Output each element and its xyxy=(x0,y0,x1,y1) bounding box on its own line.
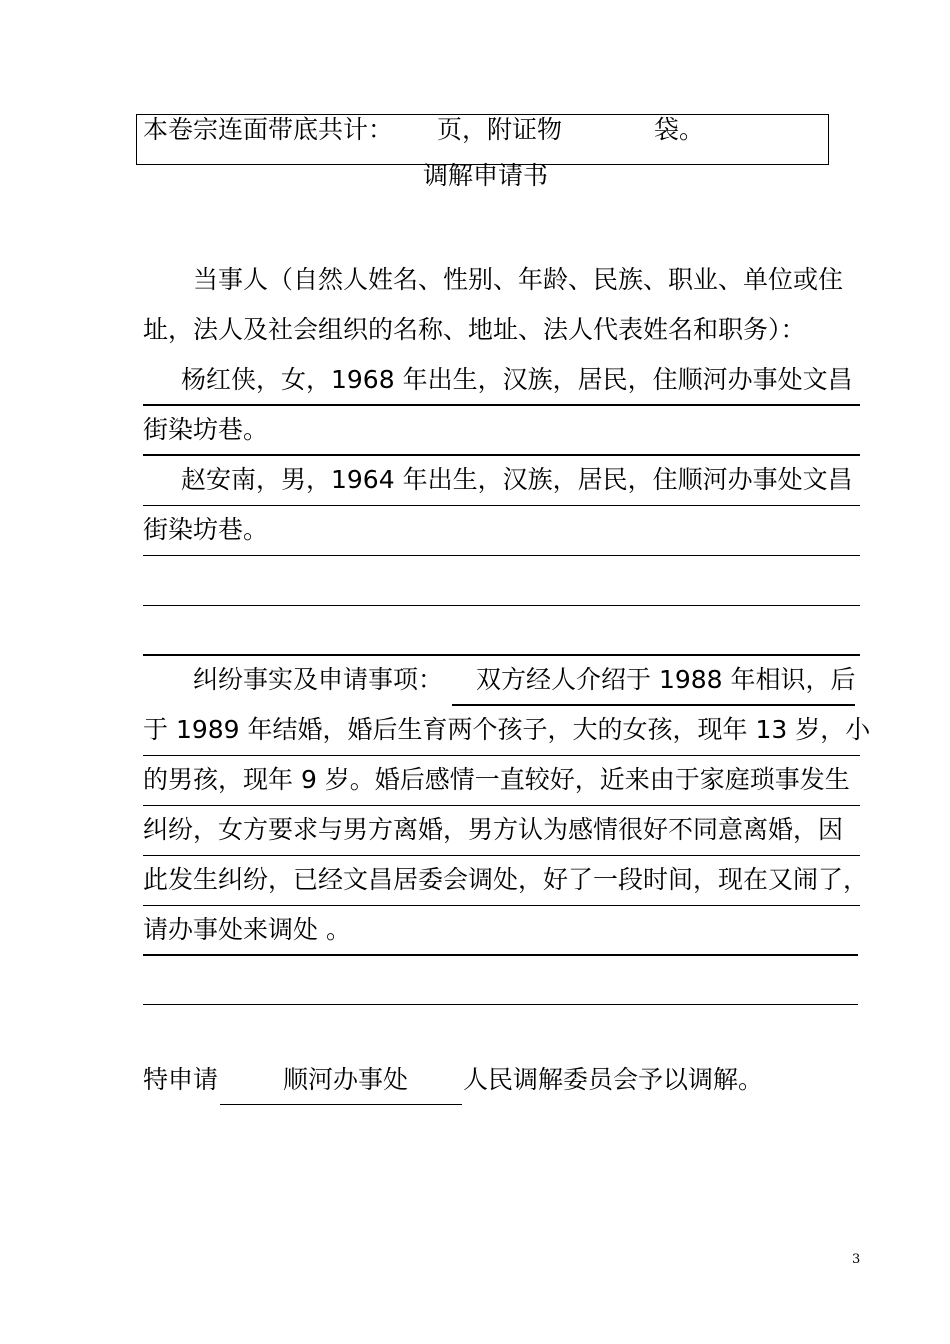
dispute-underline4 xyxy=(143,855,860,856)
dispute-line4: 纠纷，女方要求与男方离婚，男方认为感情很好不同意离婚，因 xyxy=(143,815,844,844)
dispute-underline5 xyxy=(143,905,860,906)
document-title: 调解申请书 xyxy=(423,161,549,190)
dispute-line6: 请办事处来调处 。 xyxy=(143,915,351,944)
parties-intro-line2: 址，法人及社会组织的名称、地址、法人代表姓名和职务）： xyxy=(143,315,806,344)
party2-underline2 xyxy=(143,555,860,556)
request-office: 顺河办事处 xyxy=(283,1065,409,1094)
dispute-line5: 此发生纠纷，已经文昌居委会调处，好了一段时间，现在又闹了， xyxy=(143,865,869,894)
dispute-underline2 xyxy=(143,755,860,756)
parties-intro-line1: 当事人（自然人姓名、性别、年龄、民族、职业、单位或住 xyxy=(193,265,844,294)
party2-underline1 xyxy=(143,505,860,506)
party1-underline2 xyxy=(143,454,860,456)
request-office-underline xyxy=(220,1104,462,1105)
blank-line-1 xyxy=(143,605,860,606)
party1-line1: 杨红侠，女，1968 年出生，汉族，居民，住顺河办事处文昌 xyxy=(181,365,853,394)
dispute-line2: 于 1989 年结婚，婚后生育两个孩子，大的女孩，现年 13 岁，小 xyxy=(143,715,871,744)
dispute-underline6 xyxy=(143,954,858,956)
blank-line-2 xyxy=(143,654,860,656)
request-suffix: 人民调解委员会予以调解。 xyxy=(463,1065,764,1094)
dispute-line3: 的男孩，现年 9 岁。婚后感情一直较好，近来由于家庭琐事发生 xyxy=(143,765,850,794)
blank-line-3 xyxy=(143,1004,858,1005)
dispute-label: 纠纷事实及申请事项： xyxy=(193,665,444,694)
dispute-underline3 xyxy=(143,805,860,806)
party1-underline1 xyxy=(143,404,860,406)
archive-bags-suffix: 袋。 xyxy=(654,115,705,144)
dispute-underline1 xyxy=(452,704,855,706)
archive-pages-suffix: 页，附证物 xyxy=(437,115,563,144)
page-number: 3 xyxy=(852,1252,861,1267)
dispute-line1: 双方经人介绍于 1988 年相识，后 xyxy=(476,665,856,694)
party1-line2: 街染坊巷。 xyxy=(143,415,269,444)
party2-line2: 街染坊巷。 xyxy=(143,515,269,544)
party2-line1: 赵安南，男，1964 年出生，汉族，居民，住顺河办事处文昌 xyxy=(181,465,853,494)
request-prefix: 特申请 xyxy=(143,1065,219,1094)
archive-count-label: 本卷宗连面带底共计： xyxy=(143,115,394,144)
